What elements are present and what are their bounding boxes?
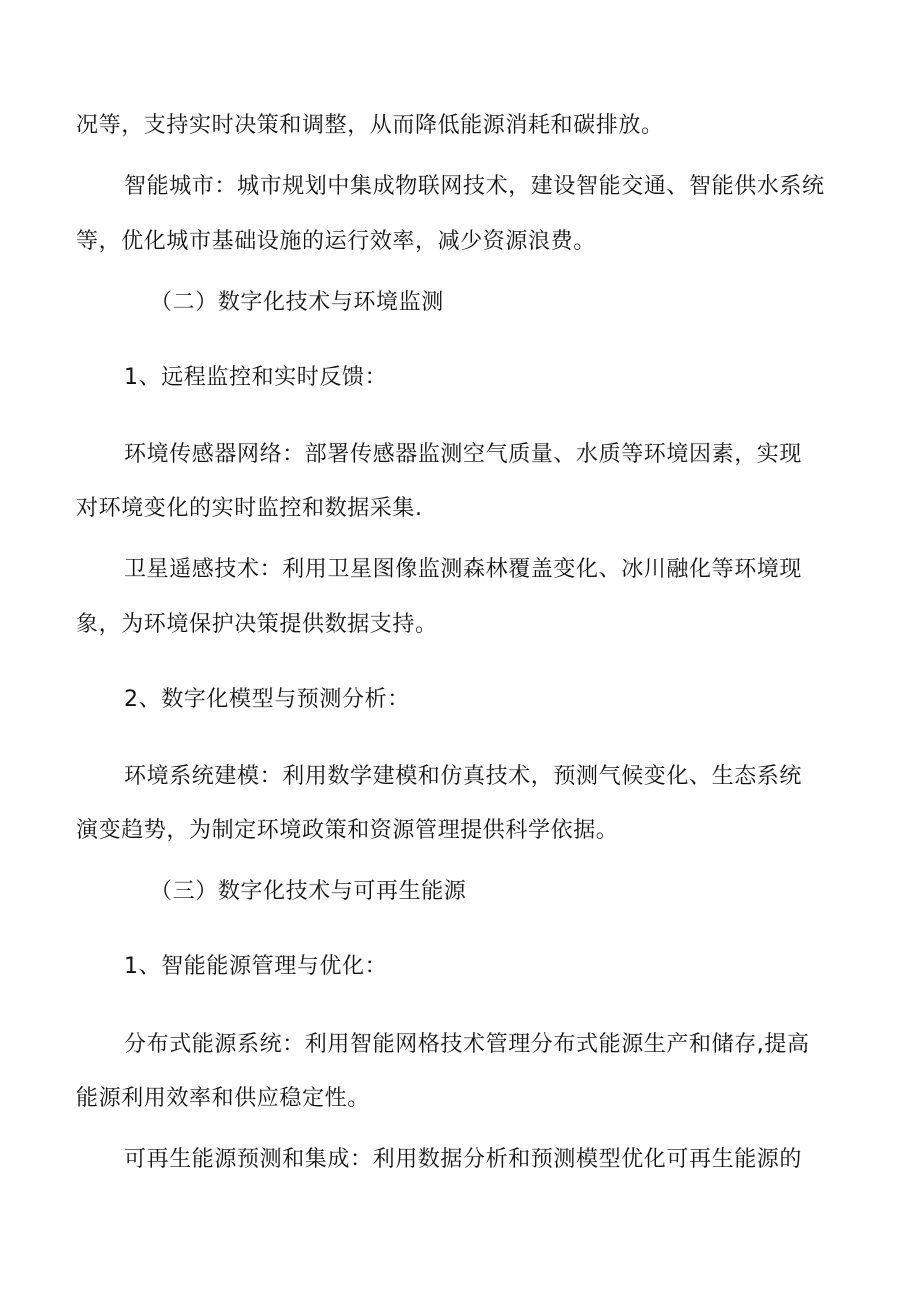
- paragraph-continuation: 况等，支持实时决策和调整，从而降低能源消耗和碳排放。: [76, 113, 664, 138]
- paragraph-sensor-network-cont: 对环境变化的实时监控和数据采集.: [76, 496, 423, 521]
- section-heading-2: （二）数字化技术与环境监测: [150, 290, 444, 315]
- paragraph-satellite-cont: 象，为环境保护决策提供数据支持。: [76, 612, 438, 637]
- paragraph-sensor-network: 环境传感器网络：部署传感器监测空气质量、水质等环境因素，实现: [124, 442, 803, 467]
- paragraph-smart-city-cont: 等，优化城市基础设施的运行效率，减少资源浪费。: [76, 229, 596, 254]
- paragraph-satellite: 卫星遥感技术：利用卫星图像监测森林覆盖变化、冰川融化等环境现: [124, 557, 803, 582]
- paragraph-env-modeling: 环境系统建模：利用数学建模和仿真技术，预测气候变化、生态系统: [124, 764, 803, 789]
- paragraph-smart-city: 智能城市：城市规划中集成物联网技术，建设智能交通、智能供水系统: [124, 174, 825, 199]
- section-heading-3: （三）数字化技术与可再生能源: [150, 879, 467, 904]
- paragraph-renewable-forecast: 可再生能源预测和集成：利用数据分析和预测模型优化可再生能源的: [124, 1147, 803, 1172]
- subheading-remote-monitoring: 1、远程监控和实时反馈：: [124, 365, 388, 390]
- paragraph-env-modeling-cont: 演变趋势，为制定环境政策和资源管理提供科学依据。: [76, 818, 619, 843]
- subheading-modeling: 2、数字化模型与预测分析：: [124, 687, 410, 712]
- paragraph-distributed-energy-cont: 能源利用效率和供应稳定性。: [76, 1086, 370, 1111]
- paragraph-distributed-energy: 分布式能源系统：利用智能网格技术管理分布式能源生产和储存,提高: [124, 1032, 810, 1057]
- subheading-energy-management: 1、智能能源管理与优化：: [124, 954, 388, 979]
